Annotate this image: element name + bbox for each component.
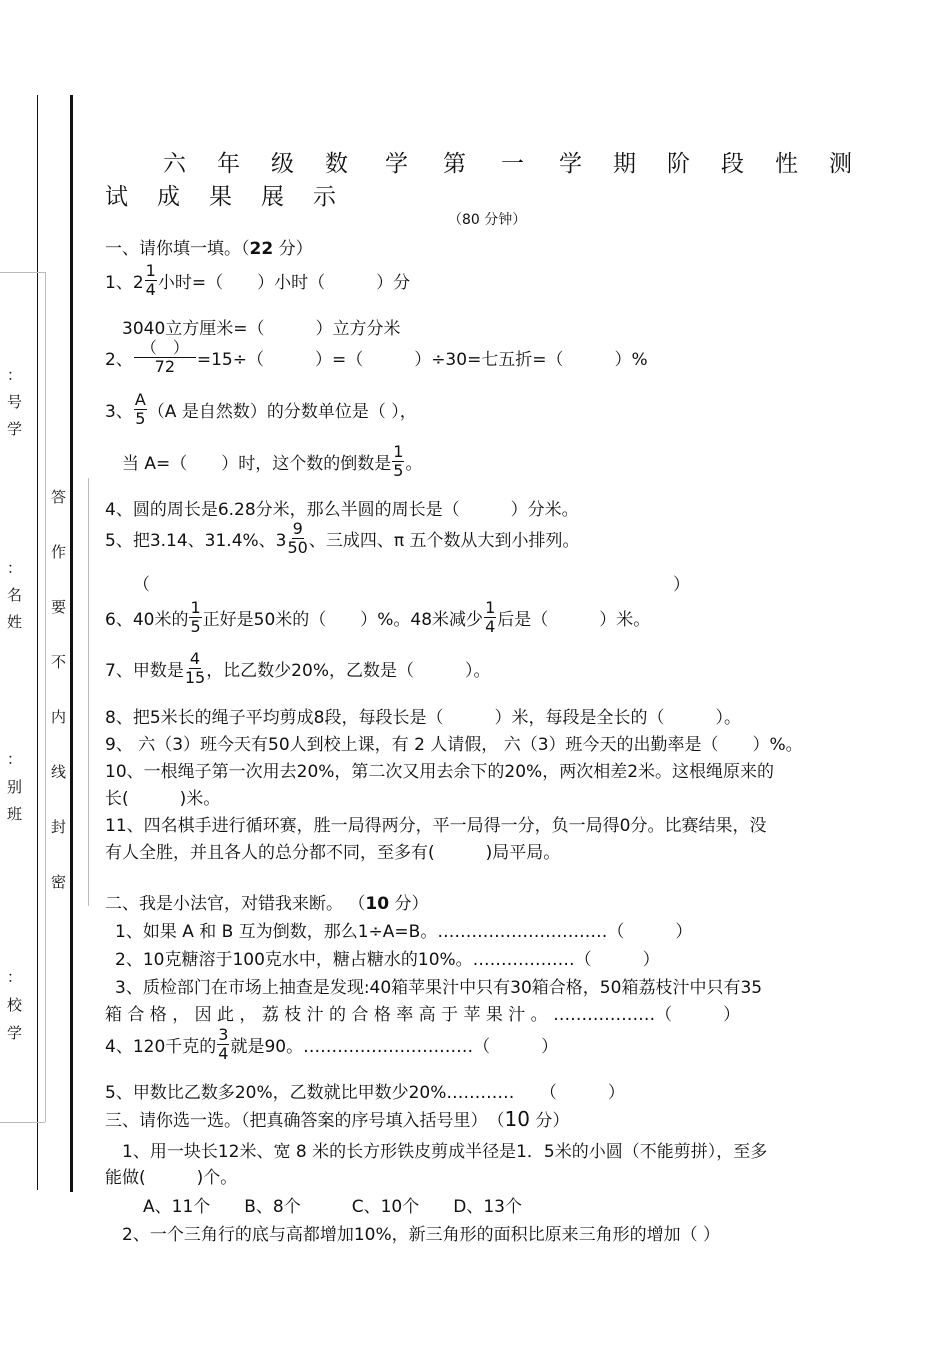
fraction: $\frac{9}{50}$ (287, 519, 308, 557)
question-1-3: 3、 $\frac{A}{5}$ （A 是自然数）的分数单位是（ ）， (105, 390, 417, 428)
fraction: $\frac{1}{5}$ (190, 598, 201, 636)
question-1-3-line2: 当 A=（ ）时，这个数的倒数是 $\frac{1}{5}$ 。 (122, 442, 423, 480)
fraction: $\frac{1}{4}$ (485, 598, 496, 636)
question-3-1: 1、用一块长12米、宽 8 米的长方形铁皮剪成半径是1．5米的小圆（不能剪拼），至多 (122, 1142, 768, 1162)
question-2-3-line2: 箱 合 格 ， 因 此 ， 荔 枝 汁 的 合 格 率 高 于 苹 果 汁 。 ………………（ ） (105, 1005, 741, 1025)
fraction: $\frac{( )}{72}$ (134, 340, 196, 375)
question-2-4: 4、120千克的 $\frac{3}{4}$ 就是90。…………………………（ ） (105, 1025, 559, 1063)
question-2-5: 5、甲数比乙数多20%，乙数就比甲数少20%………… （ ） (105, 1083, 625, 1103)
question-1-10-line2: 长( )米。 (105, 789, 221, 809)
side-box-right (45, 272, 46, 1122)
question-3-1-line2: 能做( )个。 (105, 1168, 238, 1188)
fraction: $\frac{3}{4}$ (218, 1025, 229, 1063)
question-1-9: 9、 六（3）班今天有50人到校上课，有 2 人请假， 六（3）班今天的出勤率是（ ）%。 (105, 735, 803, 755)
question-1-2: 2、 $\frac{( )}{72}$ =15÷（ ）=（ ）÷30=七五折=（ ）% (105, 338, 648, 376)
question-1-6: 6、40米的 $\frac{1}{5}$ 正好是50米的（ ）%。48米减少 $\frac{1}{4}$ 后是（ ）米。 (105, 598, 651, 636)
fraction: $\frac{A}{5}$ (134, 390, 146, 428)
question-1-8: 8、把5米长的绳子平均剪成8段，每段长是（ ）米，每段是全长的（ ）。 (105, 708, 741, 728)
question-3-2: 2、一个三角行的底与高都增加10%，新三角形的面积比原来三角形的增加（ ） (122, 1225, 721, 1245)
seal-box-right (88, 478, 89, 906)
answer-paren-open: （ (133, 575, 150, 595)
question-1-11-line2: 有人全胜，并且各人的总分都不同，至多有( )局平局。 (105, 843, 561, 863)
question-1-1-line2: 3040立方厘米=（ ）立方分米 (122, 319, 401, 339)
fraction: $\frac{4}{15}$ (184, 649, 206, 687)
exam-duration: （80 分钟） (448, 212, 527, 228)
page-title-line2: 试 成 果 展 示 (105, 184, 336, 210)
fraction: $\frac{1}{4}$ (145, 261, 156, 299)
question-1-11: 11、四名棋手进行循环赛，胜一局得两分，平一局得一分，负一局得0分。比赛结果，没 (105, 816, 767, 836)
question-1-10: 10、一根绳子第一次用去20%，第二次又用去余下的20%，两次相差2米。这根绳原来的 (105, 762, 775, 782)
question-1-4: 4、圆的周长是6.28分米，那么半圆的周长是（ ）分米。 (105, 500, 579, 520)
question-3-1-options: A、11个 B、8个 C、10个 D、13个 (143, 1197, 522, 1217)
section1-heading: 一、请你填一填。（22 分） (105, 239, 313, 259)
question-1-1: 1、2 $\frac{1}{4}$ 小时=（ ）小时（ ）分 (105, 261, 411, 299)
binding-line-left (37, 95, 38, 1190)
page-title-line1: 六 年 级 数 学 第 一 学 期 阶 段 性 测 (163, 151, 852, 177)
binding-line-right (70, 95, 73, 1192)
answer-paren-close: ） (673, 575, 690, 595)
fraction: $\frac{1}{5}$ (393, 442, 404, 480)
question-1-5: 5、把3.14、31.4%、3 $\frac{9}{50}$ 、三成四、π 五个数从大到小排列。 (105, 519, 580, 557)
question-2-1: 1、如果 A 和 B 互为倒数，那么1÷A=B。…………………………（ ） (115, 922, 693, 942)
side-box-top (0, 272, 45, 273)
question-2-2: 2、10克糖溶于100克水中，糖占糖水的10%。………………（ ） (115, 950, 660, 970)
side-box-bottom (0, 1122, 45, 1123)
section3-heading: 三、请你选一选。（把真确答案的序号填入括号里） （10 分） (105, 1107, 570, 1131)
question-1-7: 7、甲数是 $\frac{4}{15}$ ，比乙数少20%，乙数是（ ）。 (105, 649, 491, 687)
section2-heading: 二、我是小法官，对错我来断。 （10 分） (105, 894, 429, 914)
question-2-3: 3、质检部门在市场上抽查是发现:40箱苹果汁中只有30箱合格，50箱荔枝汁中只有35 (115, 978, 763, 998)
